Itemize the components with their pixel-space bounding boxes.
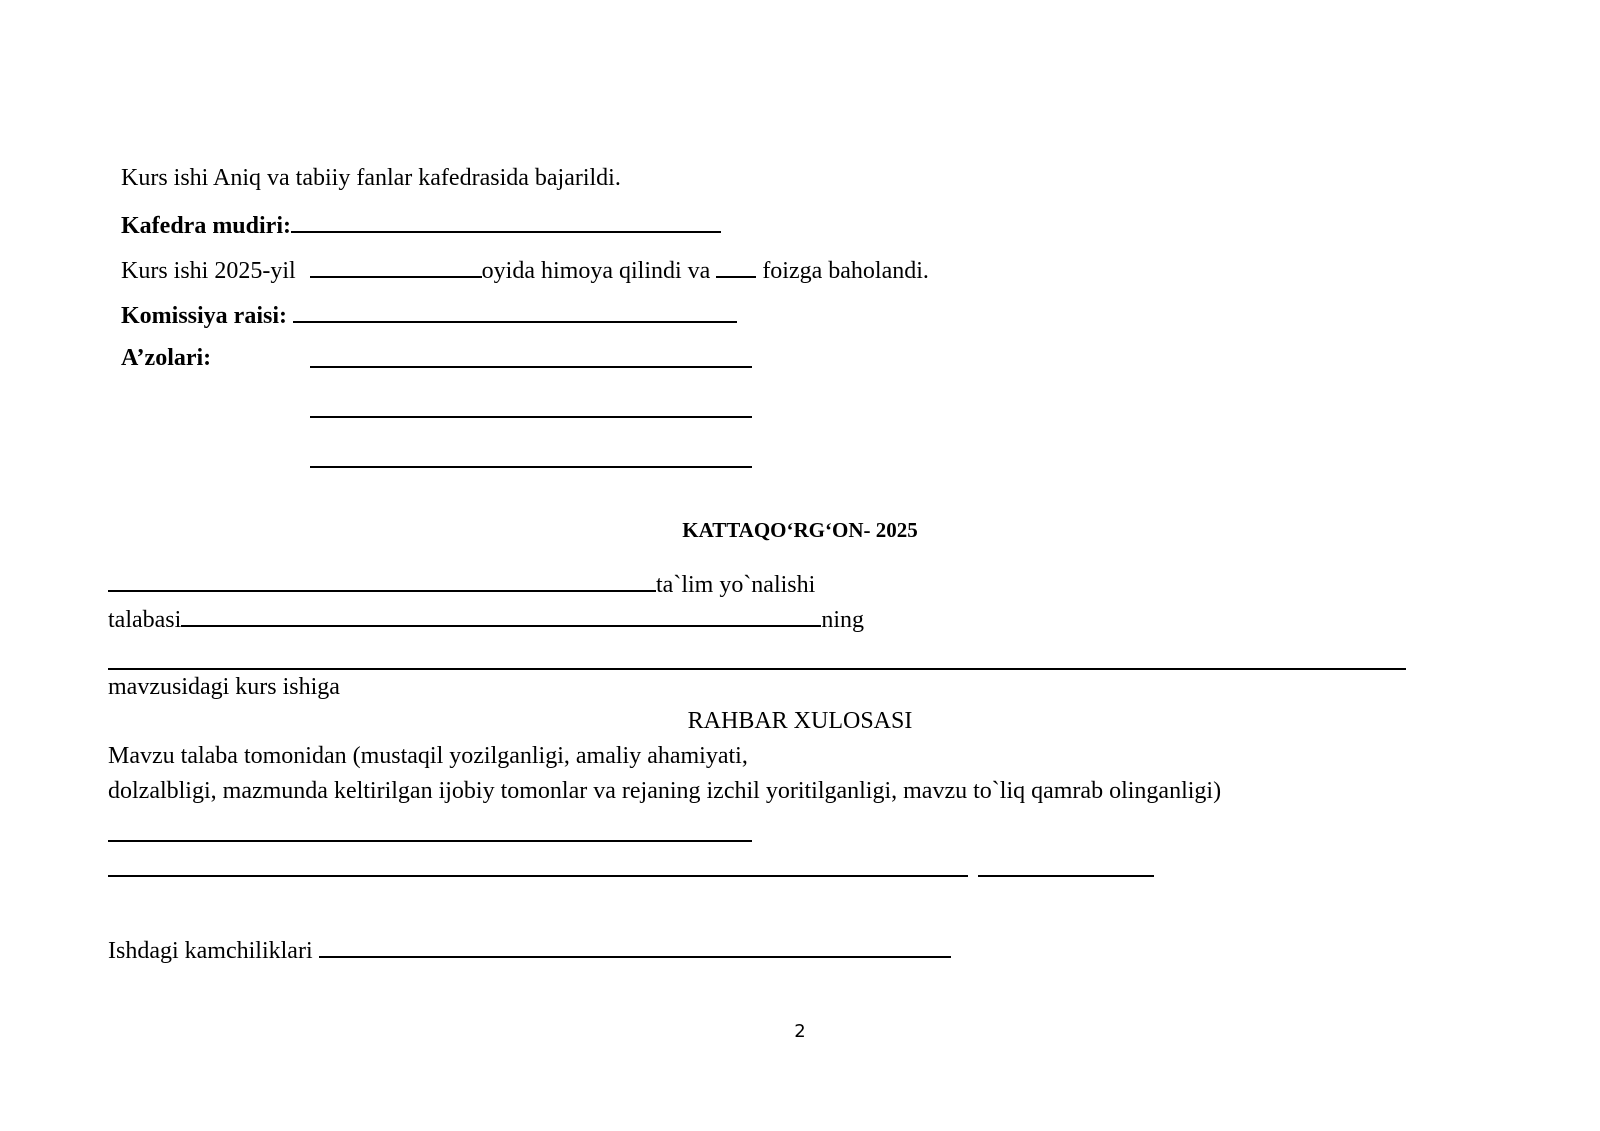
kamchilik-blank[interactable]: [319, 934, 951, 958]
talim-row: [108, 568, 815, 599]
talabasi-row: [108, 603, 864, 634]
azolari-label: A’zolari:: [121, 345, 212, 371]
talim-suffix: ta`lim yo`nalishi: [656, 572, 816, 598]
page-number: 2: [794, 1021, 806, 1042]
mavzu-line-text: mavzusidagi kurs ishiga: [108, 674, 340, 700]
talim-blank[interactable]: [108, 568, 656, 592]
city-year-title: KATTAQO‘RG‘ON- 2025: [682, 518, 918, 542]
xulosa-blank-2a[interactable]: [108, 853, 968, 877]
description-line-1: [108, 742, 748, 770]
komissiya-raisi-row: [121, 299, 737, 330]
xulosa-blank-row-2: [108, 853, 1154, 884]
kamchilik-label: Ishdagi kamchiliklari: [108, 938, 313, 964]
xulosa-blank-1[interactable]: [108, 818, 752, 842]
kafedra-statement-text: Kurs ishi Aniq va tabiiy fanlar kafedrasida bajarildi.: [121, 165, 621, 191]
kafedra-statement: [121, 164, 621, 192]
azolari-blank-2[interactable]: [310, 394, 752, 418]
himoya-row: [121, 254, 929, 285]
description-line-1-text: Mavzu talaba tomonidan (mustaqil yozilganligi, amaliy ahamiyati,: [108, 743, 748, 769]
himoya-suffix: foizga baholandi.: [762, 258, 929, 284]
kamchilik-row: [108, 934, 951, 965]
xulosa-blank-row-1: [108, 818, 752, 849]
kafedra-mudiri-label: Kafedra mudiri:: [121, 213, 291, 239]
himoya-percent-blank[interactable]: [716, 254, 756, 278]
ning-suffix: ning: [821, 607, 864, 633]
mavzu-blank[interactable]: [108, 646, 1406, 670]
talabasi-blank[interactable]: [181, 603, 821, 627]
komissiya-raisi-label: Komissiya raisi:: [121, 303, 287, 329]
azolari-blank-2-wrap: [310, 394, 752, 425]
azolari-blank-3[interactable]: [310, 444, 752, 468]
talabasi-prefix: talabasi: [108, 607, 182, 633]
komissiya-raisi-blank[interactable]: [293, 299, 737, 323]
himoya-month-blank[interactable]: [310, 254, 482, 278]
description-line-2-text: dolzalbligi, mazmunda keltirilgan ijobiy tomonlar va rejaning izchil yoritilganligi, mavzu to`liq qamrab olinganligi): [108, 778, 1222, 804]
mavzu-line: [108, 673, 340, 701]
xulosa-blank-2b[interactable]: [978, 853, 1154, 877]
kafedra-mudiri-blank[interactable]: [291, 209, 721, 233]
description-line-2: [108, 777, 1221, 805]
kafedra-mudiri-row: [121, 209, 721, 240]
azolari-blank-3-wrap: [310, 444, 752, 475]
himoya-prefix: Kurs ishi 2025-yil: [121, 258, 296, 284]
himoya-middle: oyida himoya qilindi va: [481, 258, 711, 284]
azolari-blank-1[interactable]: [310, 344, 752, 368]
azolari-blank-1-wrap: [310, 344, 752, 375]
rahbar-xulosasi-heading: RAHBAR XULOSASI: [687, 708, 913, 734]
azolari-row: [121, 344, 211, 372]
